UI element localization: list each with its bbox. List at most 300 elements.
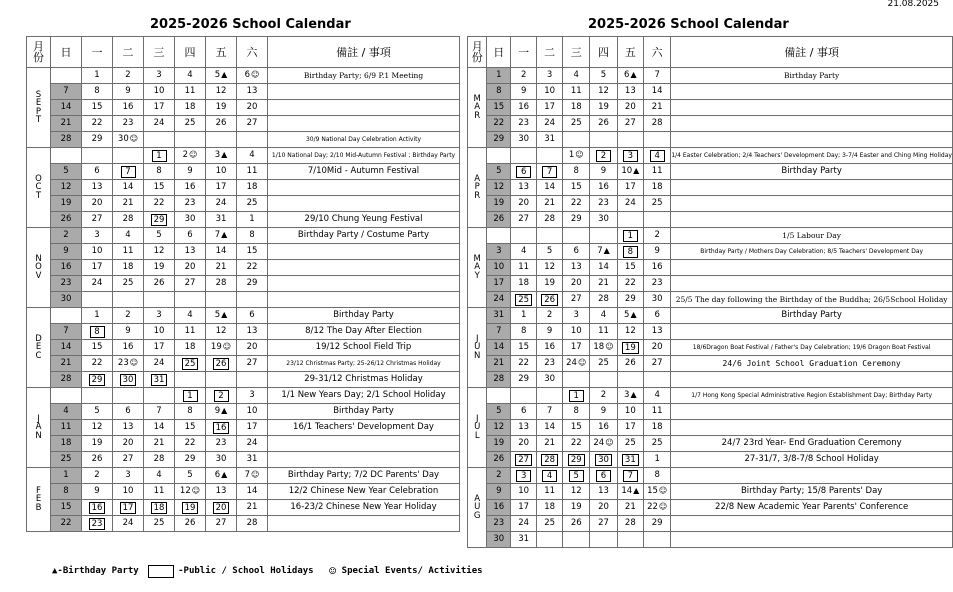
day-number: 18 [651, 182, 663, 193]
day-cell [82, 516, 113, 532]
day-number: 25 [153, 518, 165, 529]
day-cell [537, 68, 563, 84]
day-number: 14 [544, 422, 556, 433]
day-number: 14 [60, 342, 72, 353]
note-cell [671, 196, 953, 212]
day-number: 12 [91, 422, 103, 433]
week-row [27, 292, 460, 308]
day-number: 24 [215, 198, 227, 209]
day-cell [206, 388, 237, 404]
day-number: 24 [122, 518, 134, 529]
day-cell [237, 516, 268, 532]
day-number: 9 [187, 166, 193, 177]
week-row [468, 292, 953, 308]
note-cell [671, 420, 953, 436]
month-label: S E P T [27, 68, 51, 148]
day-number: 2 [125, 70, 131, 81]
day-cell [487, 196, 511, 212]
day-cell [617, 228, 643, 244]
day-cell [511, 532, 537, 548]
day-cell [487, 356, 511, 372]
day-number: 25 [598, 358, 609, 369]
day-number: 25 [544, 518, 556, 529]
week-row [27, 452, 460, 468]
day-number: 6 [573, 246, 579, 257]
day-cell [237, 452, 268, 468]
day-cell [563, 532, 590, 548]
day-number: 15 [91, 102, 103, 113]
day-cell [487, 404, 511, 420]
day-cell [617, 84, 643, 100]
day-cell [237, 244, 268, 260]
day-number: 24 [153, 118, 165, 129]
day-cell [590, 340, 617, 356]
day-cell [175, 420, 206, 436]
day-number: 19 [622, 342, 639, 354]
day-number: 15 [153, 182, 165, 193]
week-row [27, 164, 460, 180]
day-cell [113, 68, 144, 84]
day-number: 2 [600, 390, 607, 401]
smiley-icon: ☺ [605, 438, 614, 448]
note-cell: 22/8 New Academic Year Parents' Conference [671, 500, 953, 516]
day-cell [237, 228, 268, 244]
week-row [468, 308, 953, 324]
day-cell [175, 180, 206, 196]
note-cell [268, 100, 460, 116]
day-cell [175, 260, 206, 276]
day-number: 12 [598, 86, 609, 97]
holiday-box-icon [148, 565, 174, 578]
day-number: 12 [570, 486, 582, 497]
birthday-icon: ▲ [221, 70, 228, 80]
day-number: 10 [544, 86, 556, 97]
month-label: J U L [468, 388, 487, 468]
day-cell [617, 532, 643, 548]
day-cell [563, 420, 590, 436]
day-number: 2 [546, 310, 553, 321]
day-cell [51, 516, 82, 532]
day-cell [206, 340, 237, 356]
week-row [27, 84, 460, 100]
note-cell: Birthday Party / Costume Party [268, 228, 460, 244]
day-number: 19 [544, 278, 556, 289]
week-row [27, 420, 460, 436]
day-cell [537, 84, 563, 100]
day-number: 17 [493, 278, 505, 289]
day-cell [644, 452, 671, 468]
day-number: 31 [622, 454, 639, 466]
week-row [468, 436, 953, 452]
day-cell [237, 340, 268, 356]
note-cell: 1/4 Easter Celebration; 2/4 Teachers' Development Day; 3-7/4 Easter and Ching Ming Holiday [671, 148, 953, 164]
smiley-icon: ☺ [251, 70, 260, 80]
day-cell [206, 100, 237, 116]
day-number: 10 [624, 406, 636, 417]
day-cell [51, 468, 82, 484]
day-number: 4 [650, 150, 665, 162]
week-row [27, 228, 460, 244]
day-cell [175, 484, 206, 500]
note-cell [671, 468, 953, 484]
day-number: 2 [63, 230, 69, 241]
day-cell [511, 516, 537, 532]
day-cell [537, 436, 563, 452]
day-cell [617, 100, 643, 116]
day-cell [113, 212, 144, 228]
day-number: 22 [570, 198, 582, 209]
day-cell [82, 260, 113, 276]
day-cell [113, 84, 144, 100]
day-cell [487, 308, 511, 324]
day-number: 2 [496, 470, 502, 481]
day-number: 28 [493, 374, 505, 385]
day-cell [175, 100, 206, 116]
day-cell [537, 228, 563, 244]
day-cell [537, 100, 563, 116]
day-cell [206, 372, 237, 388]
day-cell [617, 148, 643, 164]
day-cell [644, 148, 671, 164]
day-number: 10 [621, 166, 633, 177]
day-cell [206, 452, 237, 468]
day-cell [113, 324, 144, 340]
month-label: A P R [468, 148, 487, 228]
day-number: 21 [598, 278, 609, 289]
day-number: 30 [595, 454, 612, 466]
day-cell [144, 212, 175, 228]
day-number: 31 [493, 310, 505, 321]
note-cell: 1/5 Labour Day [671, 228, 953, 244]
day-number: 28 [544, 214, 556, 225]
smiley-icon: ☺ [251, 470, 260, 480]
day-number: 16 [518, 102, 530, 113]
day-cell [590, 212, 617, 228]
day-number: 20 [246, 342, 258, 353]
day-number: 19 [153, 262, 165, 273]
day-number: 22 [246, 262, 258, 273]
day-number: 21 [215, 262, 227, 273]
day-number: 7 [244, 470, 251, 481]
week-row [468, 468, 953, 484]
day-cell [144, 292, 175, 308]
day-cell [590, 148, 617, 164]
note-cell [268, 260, 460, 276]
day-cell [511, 244, 537, 260]
day-number: 8 [496, 86, 502, 97]
day-cell [175, 308, 206, 324]
day-cell [563, 180, 590, 196]
day-number: 21 [60, 358, 72, 369]
day-cell [82, 340, 113, 356]
note-cell: 12/2 Chinese New Year Celebration [268, 484, 460, 500]
day-number: 15 [570, 182, 582, 193]
day-cell [175, 516, 206, 532]
day-number: 11 [122, 246, 134, 257]
day-cell [617, 180, 643, 196]
week-row [468, 276, 953, 292]
day-cell [175, 356, 206, 372]
day-cell [113, 180, 144, 196]
smiley-icon: ☺ [129, 134, 139, 144]
day-number: 11 [651, 406, 663, 417]
week-row [468, 100, 953, 116]
day-cell [113, 356, 144, 372]
day-cell [51, 260, 82, 276]
day-number: 28 [598, 294, 609, 305]
day-number: 13 [91, 182, 103, 193]
day-number: 15 [60, 502, 72, 513]
day-cell [537, 356, 563, 372]
day-number: 6 [125, 406, 131, 417]
calendar-table-left [26, 36, 460, 532]
day-number: 12 [60, 182, 72, 193]
birthday-icon: ▲ [221, 230, 228, 240]
week-row [468, 324, 953, 340]
day-cell [237, 388, 268, 404]
day-number: 4 [63, 406, 69, 417]
day-cell [144, 388, 175, 404]
day-cell [617, 196, 643, 212]
smiley-icon: ☺ [575, 150, 584, 160]
header-day: 二 [113, 37, 144, 68]
note-cell: Birthday Party; 7/2 DC Parents' Day [268, 468, 460, 484]
day-cell [82, 484, 113, 500]
week-row [468, 340, 953, 356]
day-number: 16 [213, 422, 230, 434]
calendar-title-right: 2025-2026 School Calendar [588, 17, 789, 32]
day-cell [51, 212, 82, 228]
day-cell [563, 500, 590, 516]
header-month: 月 份 [27, 37, 51, 68]
day-number: 11 [60, 422, 72, 433]
day-number: 10 [215, 166, 227, 177]
day-cell [144, 100, 175, 116]
day-cell [51, 340, 82, 356]
smiley-icon: ☺ [658, 486, 668, 496]
day-cell [175, 468, 206, 484]
day-number: 16 [598, 182, 609, 193]
day-cell [82, 500, 113, 516]
day-cell [206, 132, 237, 148]
day-cell [51, 100, 82, 116]
week-row [27, 196, 460, 212]
day-number: 1 [183, 390, 198, 402]
week-row [468, 372, 953, 388]
day-number: 2 [520, 70, 527, 81]
day-number: 14 [122, 182, 134, 193]
day-number: 16 [122, 342, 134, 353]
note-cell [268, 84, 460, 100]
day-number: 17 [246, 422, 258, 433]
day-number: 16 [60, 262, 72, 273]
day-number: 3 [516, 470, 531, 482]
day-cell [563, 308, 590, 324]
day-cell [487, 468, 511, 484]
day-cell [537, 452, 563, 468]
day-number: 7 [623, 470, 638, 482]
day-number: 26 [493, 454, 505, 465]
day-cell [237, 356, 268, 372]
day-number: 8 [573, 406, 579, 417]
day-cell [144, 148, 175, 164]
note-cell: 24/6 Joint School Graduation Ceremony [671, 356, 953, 372]
day-number: 18 [151, 502, 168, 514]
day-cell [644, 228, 671, 244]
day-number: 14 [215, 246, 227, 257]
day-cell [237, 324, 268, 340]
day-number: 22 [624, 278, 636, 289]
day-cell [590, 228, 617, 244]
day-cell [537, 148, 563, 164]
day-number: 20 [91, 198, 103, 209]
day-number: 18 [593, 342, 605, 353]
day-number: 8 [156, 166, 162, 177]
day-number: 4 [249, 150, 255, 161]
birthday-icon: ▲ [52, 566, 58, 576]
day-number: 5 [600, 70, 607, 81]
day-cell [617, 132, 643, 148]
day-number: 26 [153, 278, 165, 289]
week-row [468, 116, 953, 132]
day-cell [590, 276, 617, 292]
day-number: 29 [624, 294, 636, 305]
day-cell [644, 212, 671, 228]
day-number: 20 [570, 278, 582, 289]
day-cell [144, 484, 175, 500]
day-cell [82, 68, 113, 84]
day-number: 20 [651, 342, 663, 353]
day-number: 27 [651, 358, 663, 369]
header-day: 四 [175, 37, 206, 68]
note-cell [671, 532, 953, 548]
month-label: F E B [27, 468, 51, 532]
note-cell [268, 116, 460, 132]
day-number: 16 [89, 502, 106, 514]
day-cell [82, 212, 113, 228]
day-cell [644, 500, 671, 516]
day-cell [144, 84, 175, 100]
day-number: 18 [184, 102, 196, 113]
day-cell [206, 404, 237, 420]
day-number: 12 [493, 182, 505, 193]
day-cell [644, 420, 671, 436]
day-cell [82, 276, 113, 292]
day-cell [537, 244, 563, 260]
week-row [468, 452, 953, 468]
day-number: 28 [60, 374, 72, 385]
day-cell [113, 500, 144, 516]
day-number: 23 [518, 118, 530, 129]
day-number: 22 [647, 502, 658, 513]
note-cell: Birthday Party; 6/9 P.1 Meeting [268, 68, 460, 84]
day-number: 4 [125, 230, 131, 241]
day-cell [644, 292, 671, 308]
day-cell [237, 180, 268, 196]
day-cell [82, 116, 113, 132]
day-cell [644, 484, 671, 500]
calendar-table-right [467, 36, 953, 548]
day-cell [175, 388, 206, 404]
day-number: 3 [249, 390, 255, 401]
day-cell [590, 260, 617, 276]
day-number: 5 [156, 230, 162, 241]
day-number: 2 [182, 150, 189, 161]
day-number: 30 [184, 214, 196, 225]
day-cell [237, 292, 268, 308]
day-cell [511, 500, 537, 516]
day-number: 21 [544, 198, 556, 209]
day-cell [590, 308, 617, 324]
week-row [468, 212, 953, 228]
day-number: 20 [213, 502, 230, 514]
smiley-icon: ☺ [658, 502, 668, 512]
day-cell [590, 292, 617, 308]
day-number: 20 [246, 102, 258, 113]
note-cell: 19/12 School Field Trip [268, 340, 460, 356]
day-number: 9 [94, 486, 100, 497]
day-cell [644, 180, 671, 196]
day-number: 13 [570, 262, 582, 273]
day-number: 8 [654, 470, 660, 481]
day-cell [51, 500, 82, 516]
day-cell [644, 372, 671, 388]
birthday-icon: ▲ [603, 246, 610, 256]
day-number: 15 [493, 102, 505, 113]
day-cell [617, 372, 643, 388]
day-number: 7 [63, 326, 69, 337]
smiley-icon: ☺ [329, 564, 337, 578]
day-number: 4 [542, 470, 557, 482]
day-cell [511, 452, 537, 468]
day-cell [563, 228, 590, 244]
day-cell [487, 148, 511, 164]
note-cell [671, 100, 953, 116]
day-number: 19 [210, 342, 222, 353]
day-cell [487, 500, 511, 516]
day-number: 23 [117, 358, 129, 369]
note-cell: 16-23/2 Chinese New Year Holiday [268, 500, 460, 516]
day-cell [537, 484, 563, 500]
day-number: 7 [156, 406, 162, 417]
week-row [27, 132, 460, 148]
day-cell [590, 84, 617, 100]
day-cell [563, 148, 590, 164]
week-row [27, 388, 460, 404]
day-cell [487, 532, 511, 548]
day-cell [644, 164, 671, 180]
day-cell [590, 180, 617, 196]
day-number: 1 [496, 70, 502, 81]
day-number: 27 [184, 278, 196, 289]
day-cell [175, 116, 206, 132]
day-cell [144, 180, 175, 196]
day-cell [237, 84, 268, 100]
day-number: 13 [246, 326, 258, 337]
smiley-icon: ☺ [605, 342, 614, 352]
day-cell [487, 420, 511, 436]
day-number: 16 [122, 102, 134, 113]
day-cell [206, 484, 237, 500]
day-cell [487, 324, 511, 340]
day-cell [144, 436, 175, 452]
day-cell [144, 308, 175, 324]
day-cell [487, 372, 511, 388]
day-cell [144, 420, 175, 436]
day-cell [82, 420, 113, 436]
day-number: 1 [152, 150, 167, 162]
week-row [27, 500, 460, 516]
